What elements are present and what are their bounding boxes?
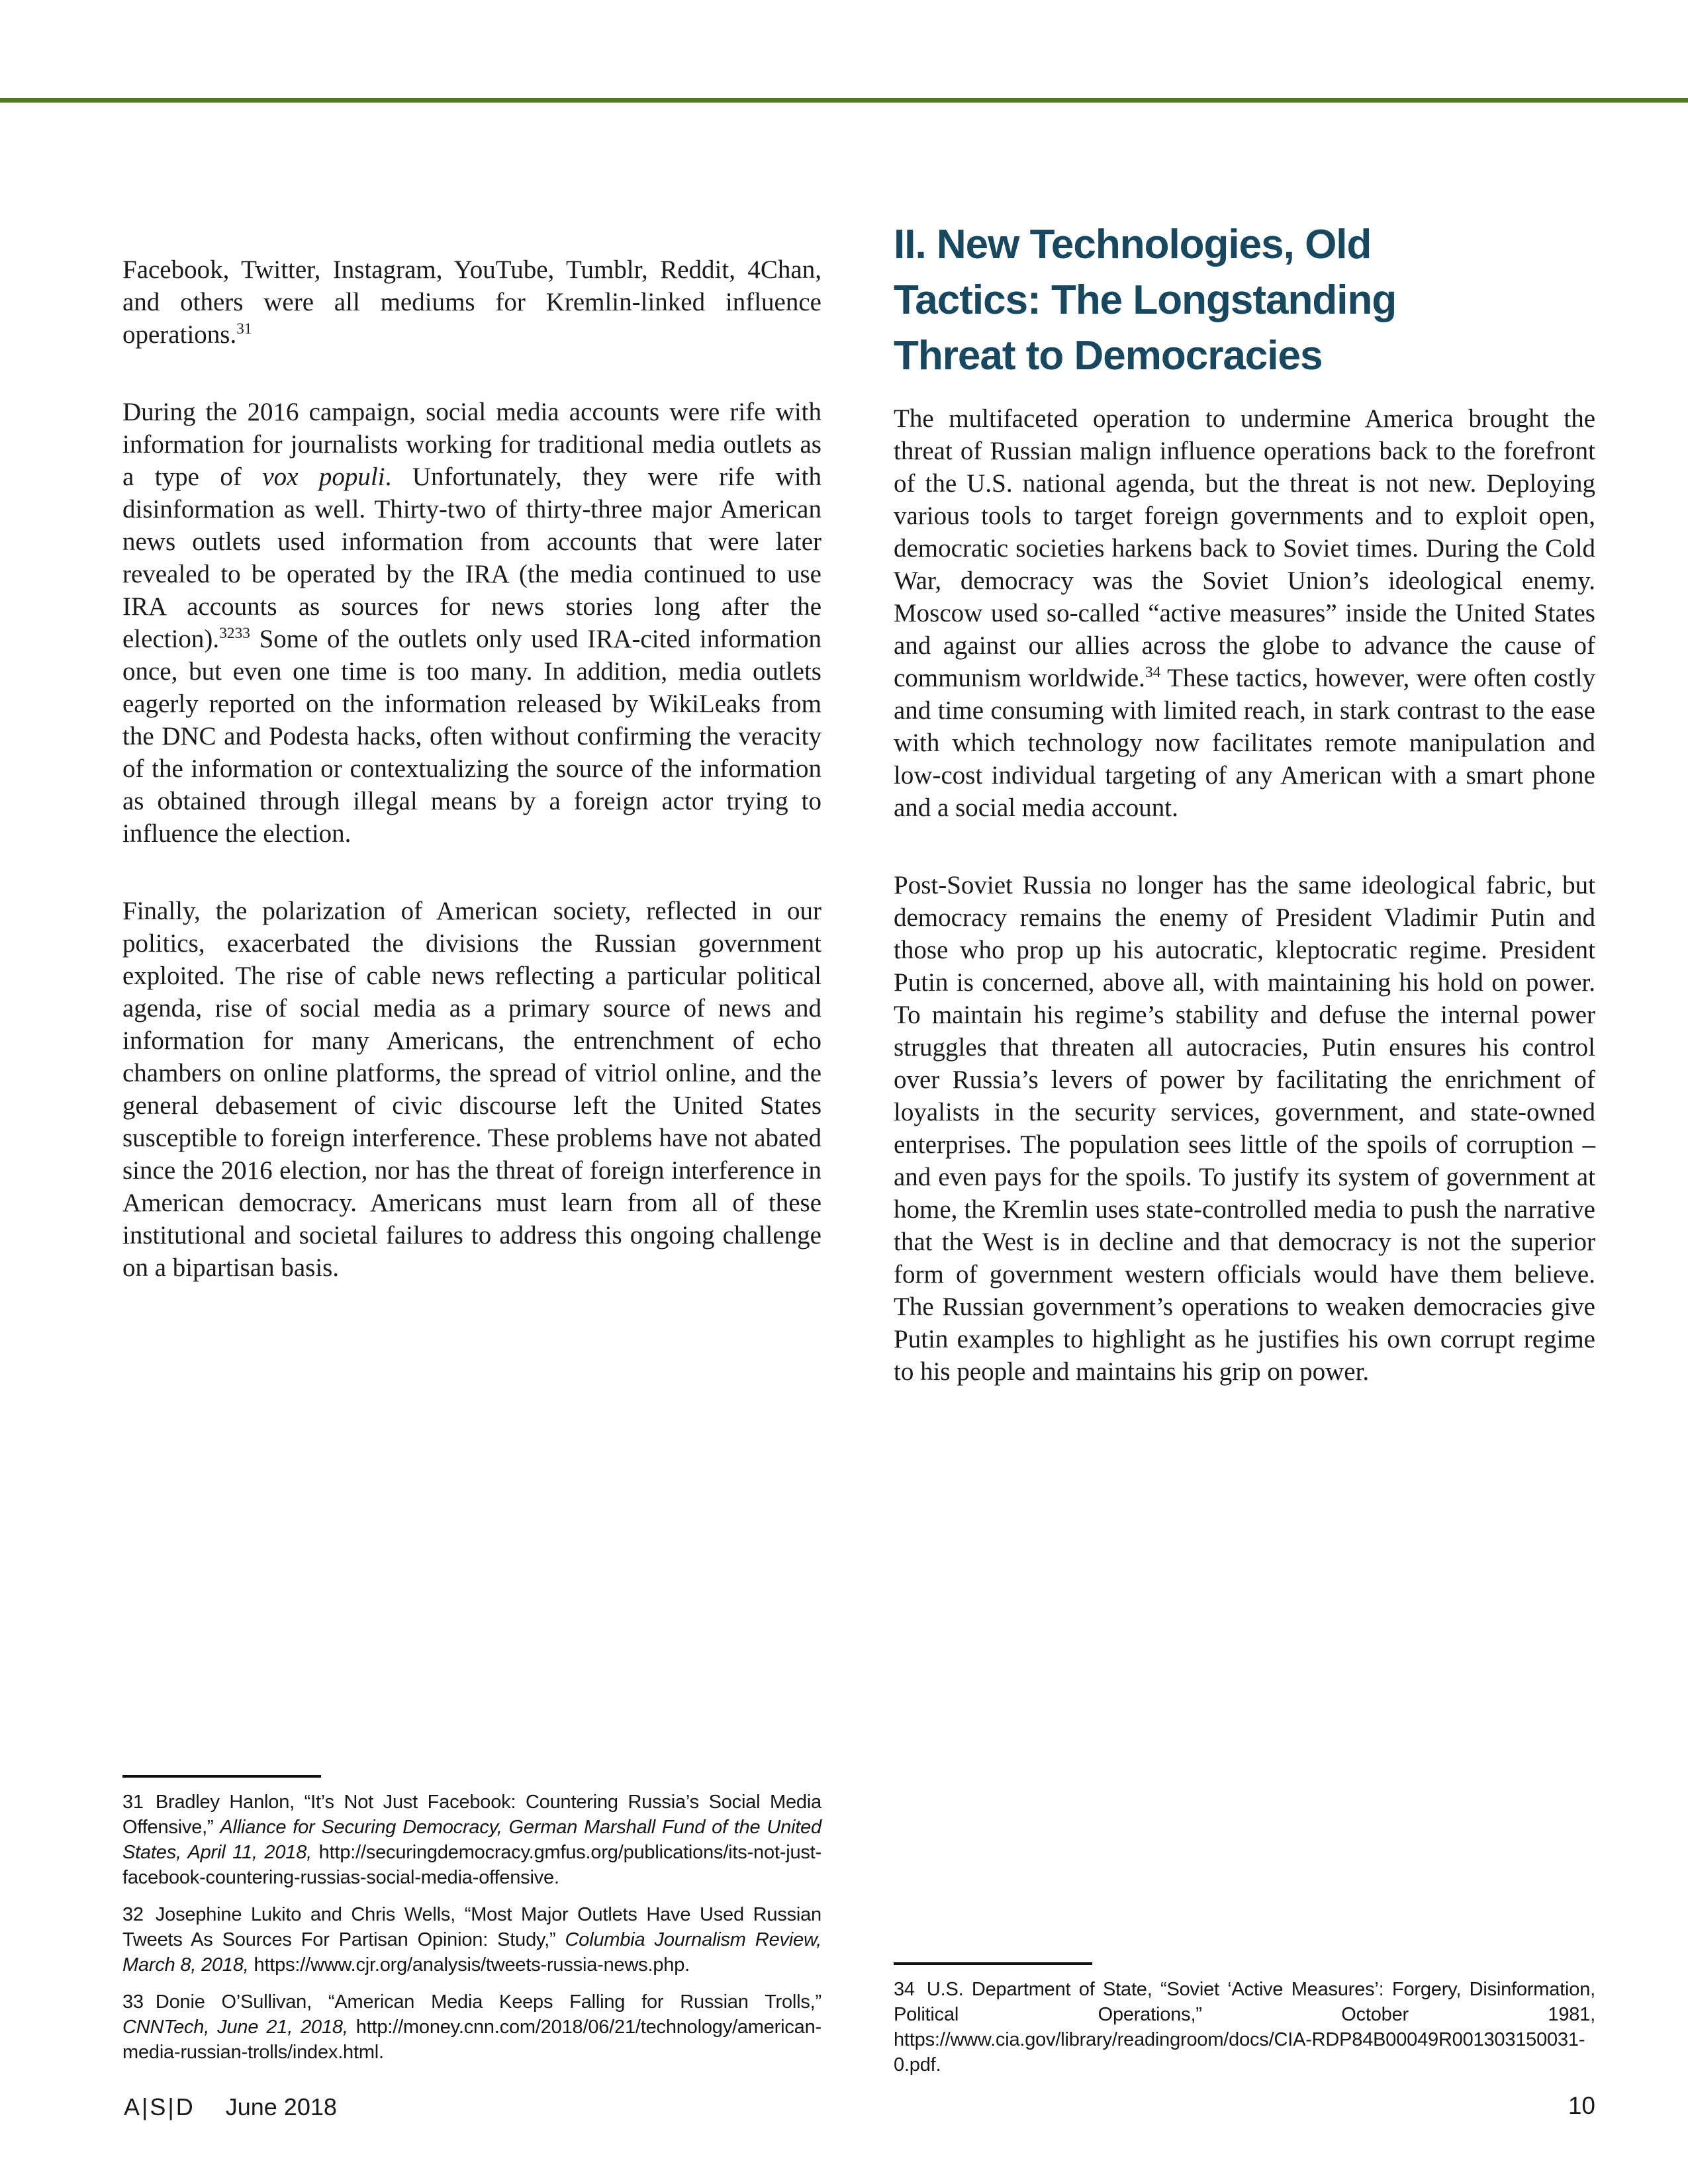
footnote-separator [894,1962,1092,1965]
body-paragraph: During the 2016 campaign, social media accounts were rife with information for journalists working for traditional media outlets as a type of vox populi. Unfortunately, they were rife with disinformation as well. Thirty-two of thirty-three major American news outlets used information from accounts that were later revealed to be operated by the IRA (the media continued to use IRA accounts as sources for news stories long after the election).$^{3233}$ Some of the outlets only used IRA-cited information once, but even one time is too many. In addition, media outlets eagerly reported on the information released by WikiLeaks from the DNC and Podesta hacks, often without confirming the veracity of the information or contextualizing the source of the information as obtained through illegal means by a foreign actor trying to influence the election. [122,398,822,848]
footnote [894,1977,1595,2077]
body-paragraph: Finally, the polarization of American society, reflected in our politics, exacerbated the divisions the Russian government exploited. The rise of cable news reflecting a particular political agenda, rise of social media as a primary source of news and information for many Americans, the entrenchment of echo chambers on online platforms, the spread of vitriol online, and the general debasement of civic discourse left the United States susceptible to foreign interference. These problems have not abated since the 2016 election, nor has the threat of foreign interference in American democracy. Americans must learn from all of these institutional and societal failures to address this ongoing challenge on a bipartisan basis. [122,897,821,1282]
footer-brand: A|S|D [124,2093,195,2120]
section-heading-line: Tactics: The Longstanding [894,277,1397,323]
footnote-text: Josephine Lukito and Chris Wells, “Most Major Outlets Have Used Russian Tweets As Sources For Partisan Opinion: Study,” Columbia Journalism Review, March 8, 2018, https://www.cjr.org/analysis/tweets-russia-news.php. [122,1904,821,1976]
footnote-separator [122,1775,321,1778]
footnote-text: Bradley Hanlon, “It’s Not Just Facebook: Countering Russia’s Social Media Offensive,” Alliance for Securing Democracy, German Marshall Fund of the United States, April 11, 2018, http://securingdemocracy.gmfus.org/publications/its-not-just-facebook-countering-russias-social-media-offensive. [122,1792,821,1888]
footer [124,2093,337,2121]
footnote-number: 32 [122,1904,144,1925]
section-heading-line: Threat to Democracies [894,333,1323,379]
footnote-text: U.S. Department of State, “Soviet ‘Active Measures’: Forgery, Disinformation, Political Operations,” October 1981, https://www.cia.gov/library/readingroom/docs/CIA-RDP84B00049R001303150031-0.pdf. [894,1979,1595,2075]
left-footnotes [122,1775,821,2065]
footnote [122,1989,821,2065]
footnote-number: 34 [894,1979,915,2000]
footer-date: June 2018 [225,2093,337,2120]
body-paragraph: The multifaceted operation to undermine America brought the threat of Russian malign influence operations back to the forefront of the U.S. national agenda, but the threat is not new. Deploying various tools to target foreign governments and to exploit open, democratic societies harkens back to Soviet times. During the Cold War, democracy was the Soviet Union’s ideological enemy. Moscow used so-called “active measures” inside the United States and against our allies across the globe to advance the cause of communism worldwide.$^{34}$ These tactics, however, were often costly and time consuming with limited reach, in stark contrast to the ease with which technology now facilitates remote manipulation and low-cost individual targeting of any American with a smart phone and a social media account. [894,404,1595,822]
body-paragraph: Facebook, Twitter, Instagram, YouTube, Tumblr, Reddit, 4Chan, and others were all mediums for Kremlin-linked influence operations.$^{31}$ [122,255,821,349]
footnote-number: 31 [122,1792,144,1813]
footnote-number: 33 [122,1991,144,2013]
section-heading [894,217,1615,384]
left-column [122,253,821,1284]
section-heading-line: II. New Technologies, Old [894,222,1372,267]
right-footnotes [894,1962,1595,2077]
footnote [122,1790,821,1890]
body-paragraph: Post-Soviet Russia no longer has the same ideological fabric, but democracy remains the enemy of President Vladimir Putin and those who prop up his autocratic, kleptocratic regime. President Putin is concerned, above all, with maintaining his hold on power. To maintain his regime’s stability and defuse the internal power struggles that threaten all autocracies, Putin ensures his control over Russia’s levers of power by facilitating the enrichment of loyalists in the security services, government, and state-owned enterprises. The population sees little of the spoils of corruption – and even pays for the spoils. To justify its system of government at home, the Kremlin uses state-controlled media to push the narrative that the West is in decline and that democracy is not the superior form of government western officials would have them believe. The Russian government’s operations to weaken democracies give Putin examples to highlight as he justifies his own corrupt regime to his people and maintains his grip on power. [894,871,1595,1386]
top-green-rule [0,98,1688,103]
footnote-text: Donie O’Sullivan, “American Media Keeps Falling for Russian Trolls,” CNNTech, June 21, 2018, http://money.cnn.com/2018/06/21/technology/american-media-russian-trolls/index.html. [122,1991,821,2063]
page-number: 10 [1568,2092,1595,2119]
right-column [894,402,1595,1388]
footnote [122,1902,821,1978]
